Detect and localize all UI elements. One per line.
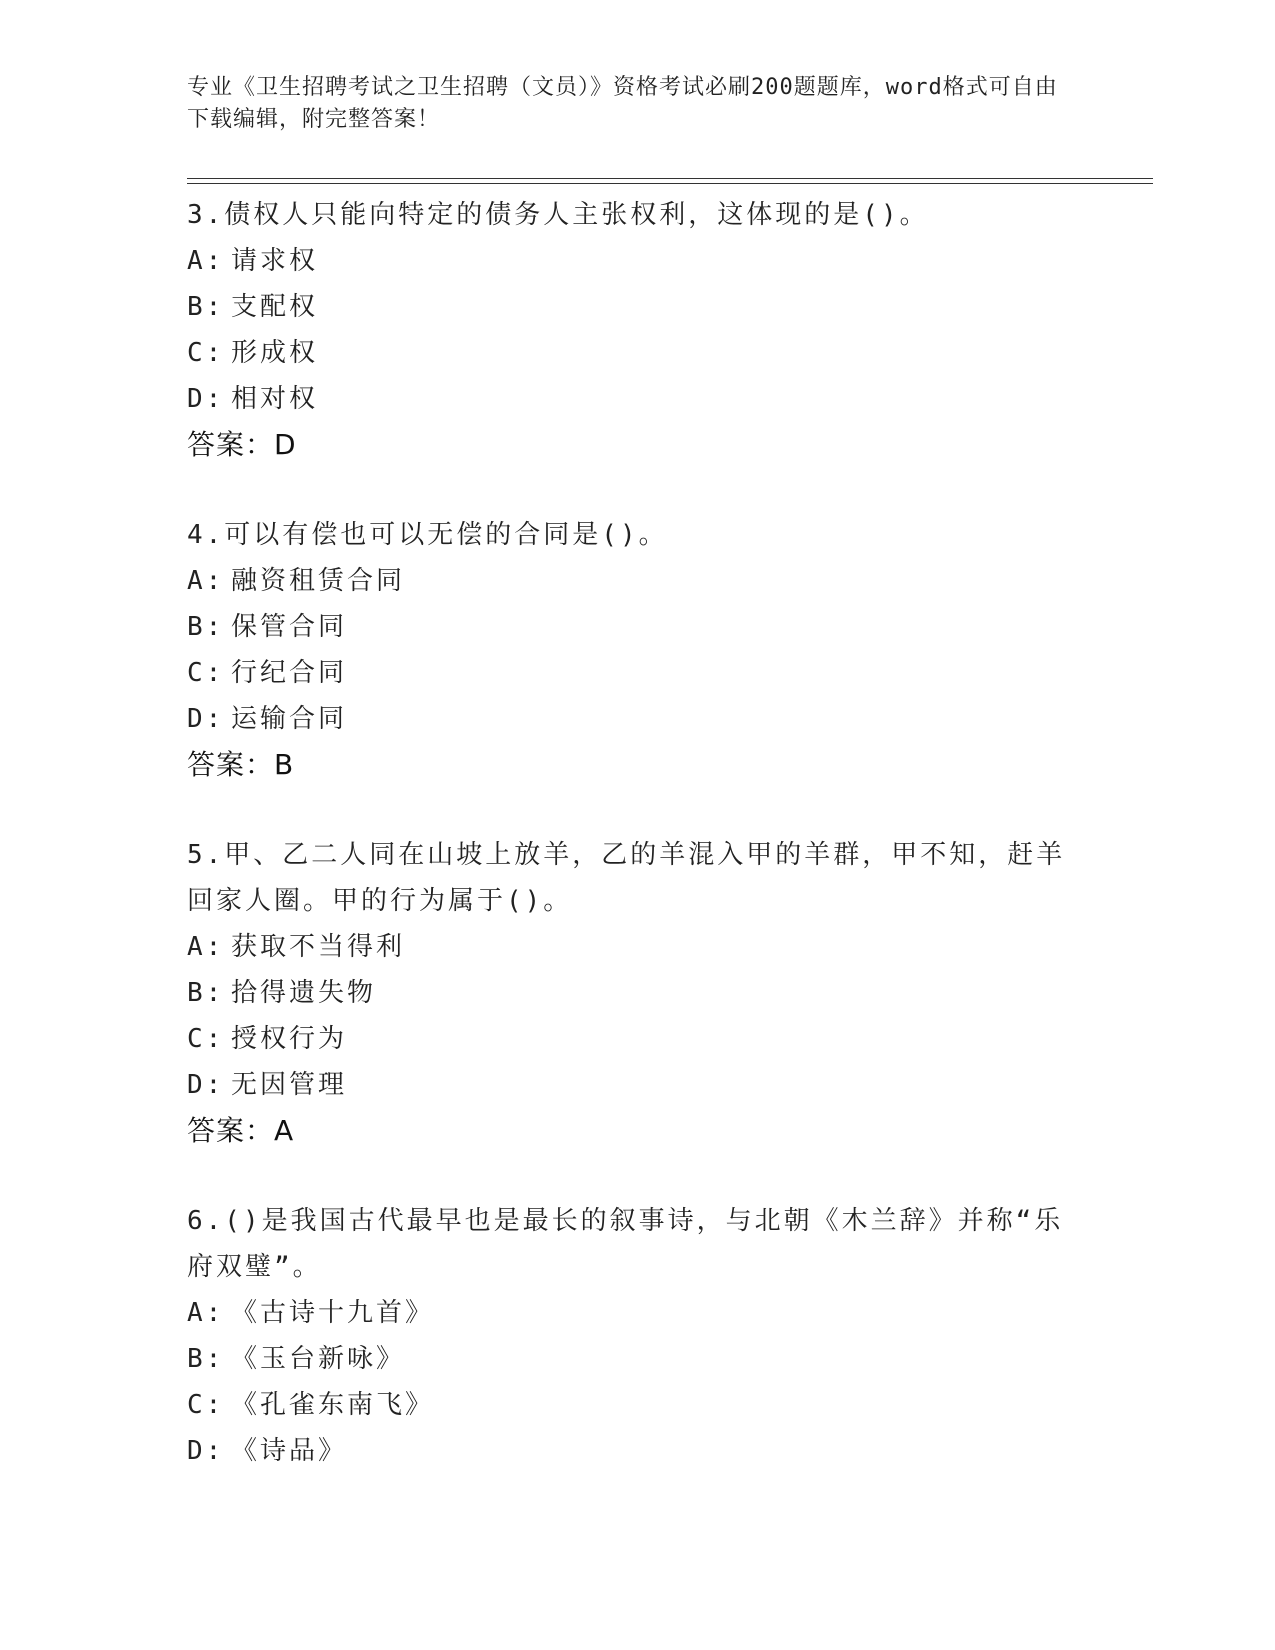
- option-key: A:: [187, 246, 225, 276]
- option-c: [187, 1016, 1087, 1062]
- header-divider-bottom: [187, 183, 1153, 184]
- option-d: [187, 696, 1087, 742]
- option-d: [187, 376, 1087, 422]
- option-text: 《诗品》: [231, 1436, 348, 1466]
- option-key: A:: [187, 566, 225, 596]
- question-text: 4.可以有偿也可以无偿的合同是()。: [187, 520, 668, 550]
- option-text: 行纪合同: [231, 658, 348, 688]
- option-key: B:: [187, 612, 225, 642]
- option-key: C:: [187, 1390, 225, 1420]
- option-c: [187, 330, 1087, 376]
- option-d: [187, 1062, 1087, 1108]
- option-key: B:: [187, 1344, 225, 1374]
- question-5: [187, 832, 1087, 1154]
- question-3: [187, 192, 1087, 468]
- question-6: [187, 1198, 1087, 1474]
- option-a: [187, 1290, 1087, 1336]
- answer-line: 答案：A: [187, 1114, 295, 1147]
- option-text: 请求权: [231, 246, 319, 276]
- option-key: D:: [187, 704, 225, 734]
- answer-line: 答案：B: [187, 748, 295, 781]
- option-b: [187, 284, 1087, 330]
- question-text: 3.债权人只能向特定的债务人主张权利，这体现的是()。: [187, 200, 929, 230]
- option-key: C:: [187, 1024, 225, 1054]
- option-text: 授权行为: [231, 1024, 348, 1054]
- option-text: 融资租赁合同: [231, 566, 406, 596]
- question-4: [187, 512, 1087, 788]
- option-text: 《古诗十九首》: [231, 1298, 435, 1328]
- option-key: B:: [187, 978, 225, 1008]
- option-text: 保管合同: [231, 612, 348, 642]
- option-text: 《玉台新咏》: [231, 1344, 406, 1374]
- option-a: [187, 558, 1087, 604]
- option-text: 《孔雀东南飞》: [231, 1390, 435, 1420]
- option-key: B:: [187, 292, 225, 322]
- option-text: 支配权: [231, 292, 319, 322]
- option-d: [187, 1428, 1087, 1474]
- option-key: A:: [187, 932, 225, 962]
- option-text: 相对权: [231, 384, 319, 414]
- option-text: 形成权: [231, 338, 319, 368]
- question-list: [187, 192, 1087, 1518]
- option-key: D:: [187, 1070, 225, 1100]
- option-b: [187, 970, 1087, 1016]
- question-text: 6.()是我国古代最早也是最长的叙事诗，与北朝《木兰辞》并称“乐府双璧”。: [187, 1206, 1064, 1282]
- option-text: 获取不当得利: [231, 932, 406, 962]
- answer-line: 答案：D: [187, 428, 297, 461]
- option-text: 拾得遗失物: [231, 978, 377, 1008]
- option-c: [187, 650, 1087, 696]
- option-key: D:: [187, 384, 225, 414]
- document-header: 专业《卫生招聘考试之卫生招聘（文员）》资格考试必刷200题题库，word格式可自由下载编辑，附完整答案！: [187, 75, 1058, 132]
- option-key: A:: [187, 1298, 225, 1328]
- option-key: C:: [187, 338, 225, 368]
- option-text: 无因管理: [231, 1070, 348, 1100]
- option-a: [187, 924, 1087, 970]
- option-b: [187, 604, 1087, 650]
- option-c: [187, 1382, 1087, 1428]
- option-b: [187, 1336, 1087, 1382]
- option-key: C:: [187, 658, 225, 688]
- option-key: D:: [187, 1436, 225, 1466]
- option-text: 运输合同: [231, 704, 348, 734]
- header-divider-top: [187, 178, 1153, 179]
- question-text: 5.甲、乙二人同在山坡上放羊，乙的羊混入甲的羊群，甲不知，赶羊回家人圈。甲的行为属于()。: [187, 840, 1066, 916]
- option-a: [187, 238, 1087, 284]
